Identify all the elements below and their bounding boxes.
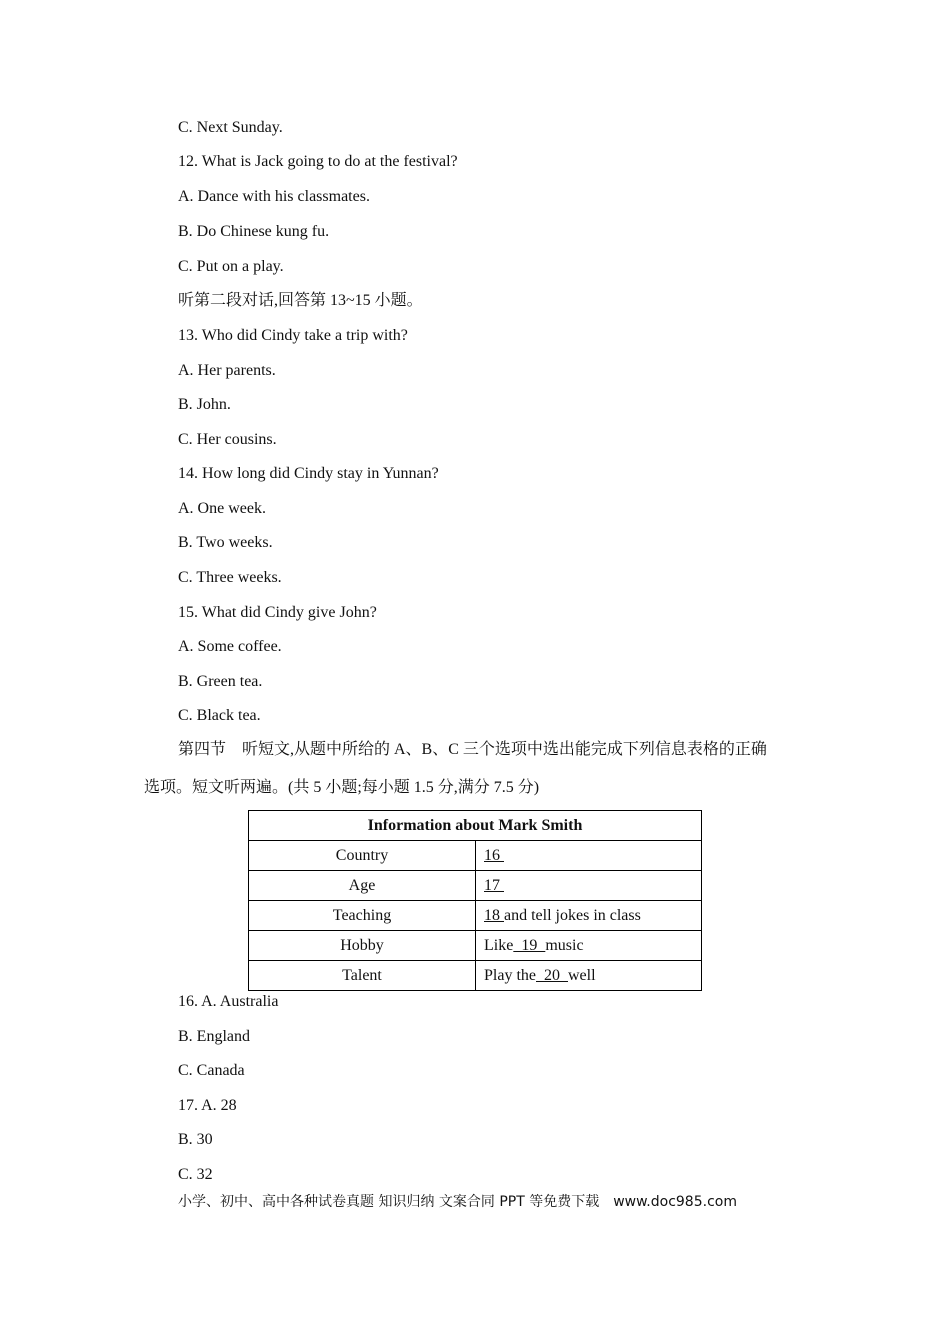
blank-19: 19 [513, 936, 546, 954]
blank-20: 20 [536, 966, 568, 984]
option-17b: B. 30 [178, 1131, 213, 1148]
blank-16: 16 [484, 846, 504, 864]
option-14a: A. One week. [178, 500, 266, 517]
question-15: 15. What did Cindy give John? [178, 604, 377, 621]
option-14b: B. Two weeks. [178, 534, 273, 551]
row-value: Like 19 music [476, 931, 702, 961]
option-12c: C. Put on a play. [178, 258, 284, 275]
option-14c: C. Three weeks. [178, 569, 282, 586]
row-label: Age [249, 871, 476, 901]
option-11c: C. Next Sunday. [178, 119, 283, 136]
option-13a: A. Her parents. [178, 362, 276, 379]
row-value [476, 841, 702, 871]
table-row [249, 901, 702, 931]
table-row [249, 961, 702, 991]
table-title: Information about Mark Smith [249, 811, 702, 841]
row-label: Talent [249, 961, 476, 991]
row-label: Country [249, 841, 476, 871]
option-12b: B. Do Chinese kung fu. [178, 223, 330, 240]
blank-17: 17 [484, 876, 504, 894]
option-16c: C. Canada [178, 1062, 245, 1079]
option-12a: A. Dance with his classmates. [178, 188, 370, 205]
option-16a: 16. A. Australia [178, 993, 279, 1010]
row-value: 18 and tell jokes in class [476, 901, 702, 931]
row-value: Play the 20 well [476, 961, 702, 991]
page-footer: 小学、初中、高中各种试卷真题 知识归纳 文案合同 PPT 等免费下载 www.doc985.com [178, 1194, 737, 1210]
info-table [248, 810, 702, 991]
table-row [249, 871, 702, 901]
dialogue-2-instruction: 听第二段对话,回答第 13~15 小题。 [178, 292, 423, 309]
option-17c: C. 32 [178, 1166, 213, 1183]
option-13c: C. Her cousins. [178, 431, 277, 448]
section-4-instruction-line2: 选项。短文听两遍。(共 5 小题;每小题 1.5 分,满分 7.5 分) [144, 779, 540, 796]
option-16b: B. England [178, 1028, 250, 1045]
option-15a: A. Some coffee. [178, 638, 282, 655]
option-15b: B. Green tea. [178, 673, 263, 690]
row-value [476, 871, 702, 901]
question-14: 14. How long did Cindy stay in Yunnan? [178, 465, 439, 482]
row-label: Teaching [249, 901, 476, 931]
option-13b: B. John. [178, 396, 231, 413]
row-label: Hobby [249, 931, 476, 961]
table-row [249, 931, 702, 961]
question-12: 12. What is Jack going to do at the festival? [178, 153, 458, 170]
question-13: 13. Who did Cindy take a trip with? [178, 327, 408, 344]
table-row [249, 841, 702, 871]
option-15c: C. Black tea. [178, 707, 261, 724]
option-17a: 17. A. 28 [178, 1097, 237, 1114]
blank-18: 18 [484, 906, 504, 924]
section-4-instruction-line1: 第四节 听短文,从题中所给的 A、B、C 三个选项中选出能完成下列信息表格的正确 [178, 741, 767, 758]
table-header-row [249, 811, 702, 841]
